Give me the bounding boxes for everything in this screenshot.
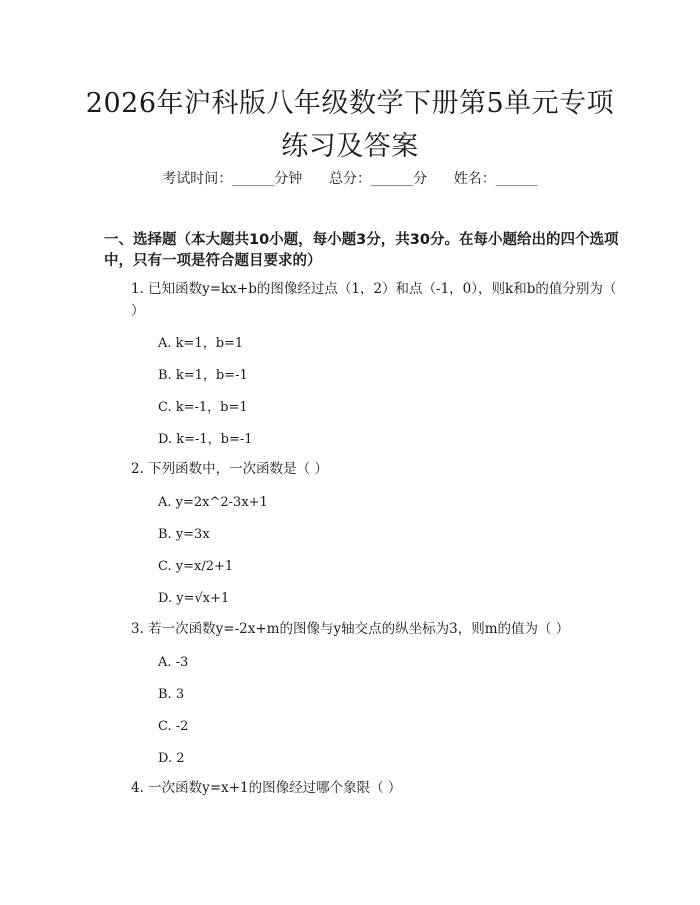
question-3-option-c: C. -2 (158, 719, 189, 734)
title-line-2: 练习及答案 (281, 131, 419, 162)
question-2-option-a: A. y=2x^2-3x+1 (158, 495, 268, 510)
question-1-option-d: D. k=-1，b=-1 (158, 432, 253, 447)
question-3-option-b: B. 3 (158, 687, 185, 702)
exam-info-line (0, 170, 700, 188)
question-3-option-a: A. -3 (158, 655, 189, 670)
question-1-option-c: C. k=-1，b=1 (158, 400, 248, 415)
question-1: 1. 已知函数y=kx+b的图像经过点（1，2）和点（-1，0），则k和b的值分别为（ ） (131, 281, 617, 319)
total-score: 总分：______分 (329, 171, 427, 187)
section-title: 一、选择题（本大题共10小题，每小题3分，共30分。在每小题给出的四个选项中，只有一项是符合题目要求的） (104, 232, 619, 269)
question-2-option-c: C. y=x/2+1 (158, 559, 234, 574)
question-2-option-b: B. y=3x (158, 527, 210, 542)
question-2: 2. 下列函数中，一次函数是（ ） (131, 461, 328, 477)
title-line-1: 2026年沪科版八年级数学下册第5单元专项 (85, 88, 615, 119)
question-1-option-a: A. k=1，b=1 (158, 336, 244, 351)
student-name: 姓名：______ (453, 171, 538, 187)
exam-time: 考试时间：______分钟 (162, 171, 303, 187)
question-3-option-d: D. 2 (158, 751, 185, 766)
question-3: 3. 若一次函数y=-2x+m的图像与y轴交点的纵坐标为3，则m的值为（ ） (131, 621, 570, 637)
question-4: 4. 一次函数y=x+1的图像经过哪个象限（ ） (131, 780, 402, 796)
page-title (60, 82, 640, 168)
question-1-option-b: B. k=1，b=-1 (158, 368, 248, 383)
question-2-option-d: D. y=√x+1 (158, 591, 230, 606)
